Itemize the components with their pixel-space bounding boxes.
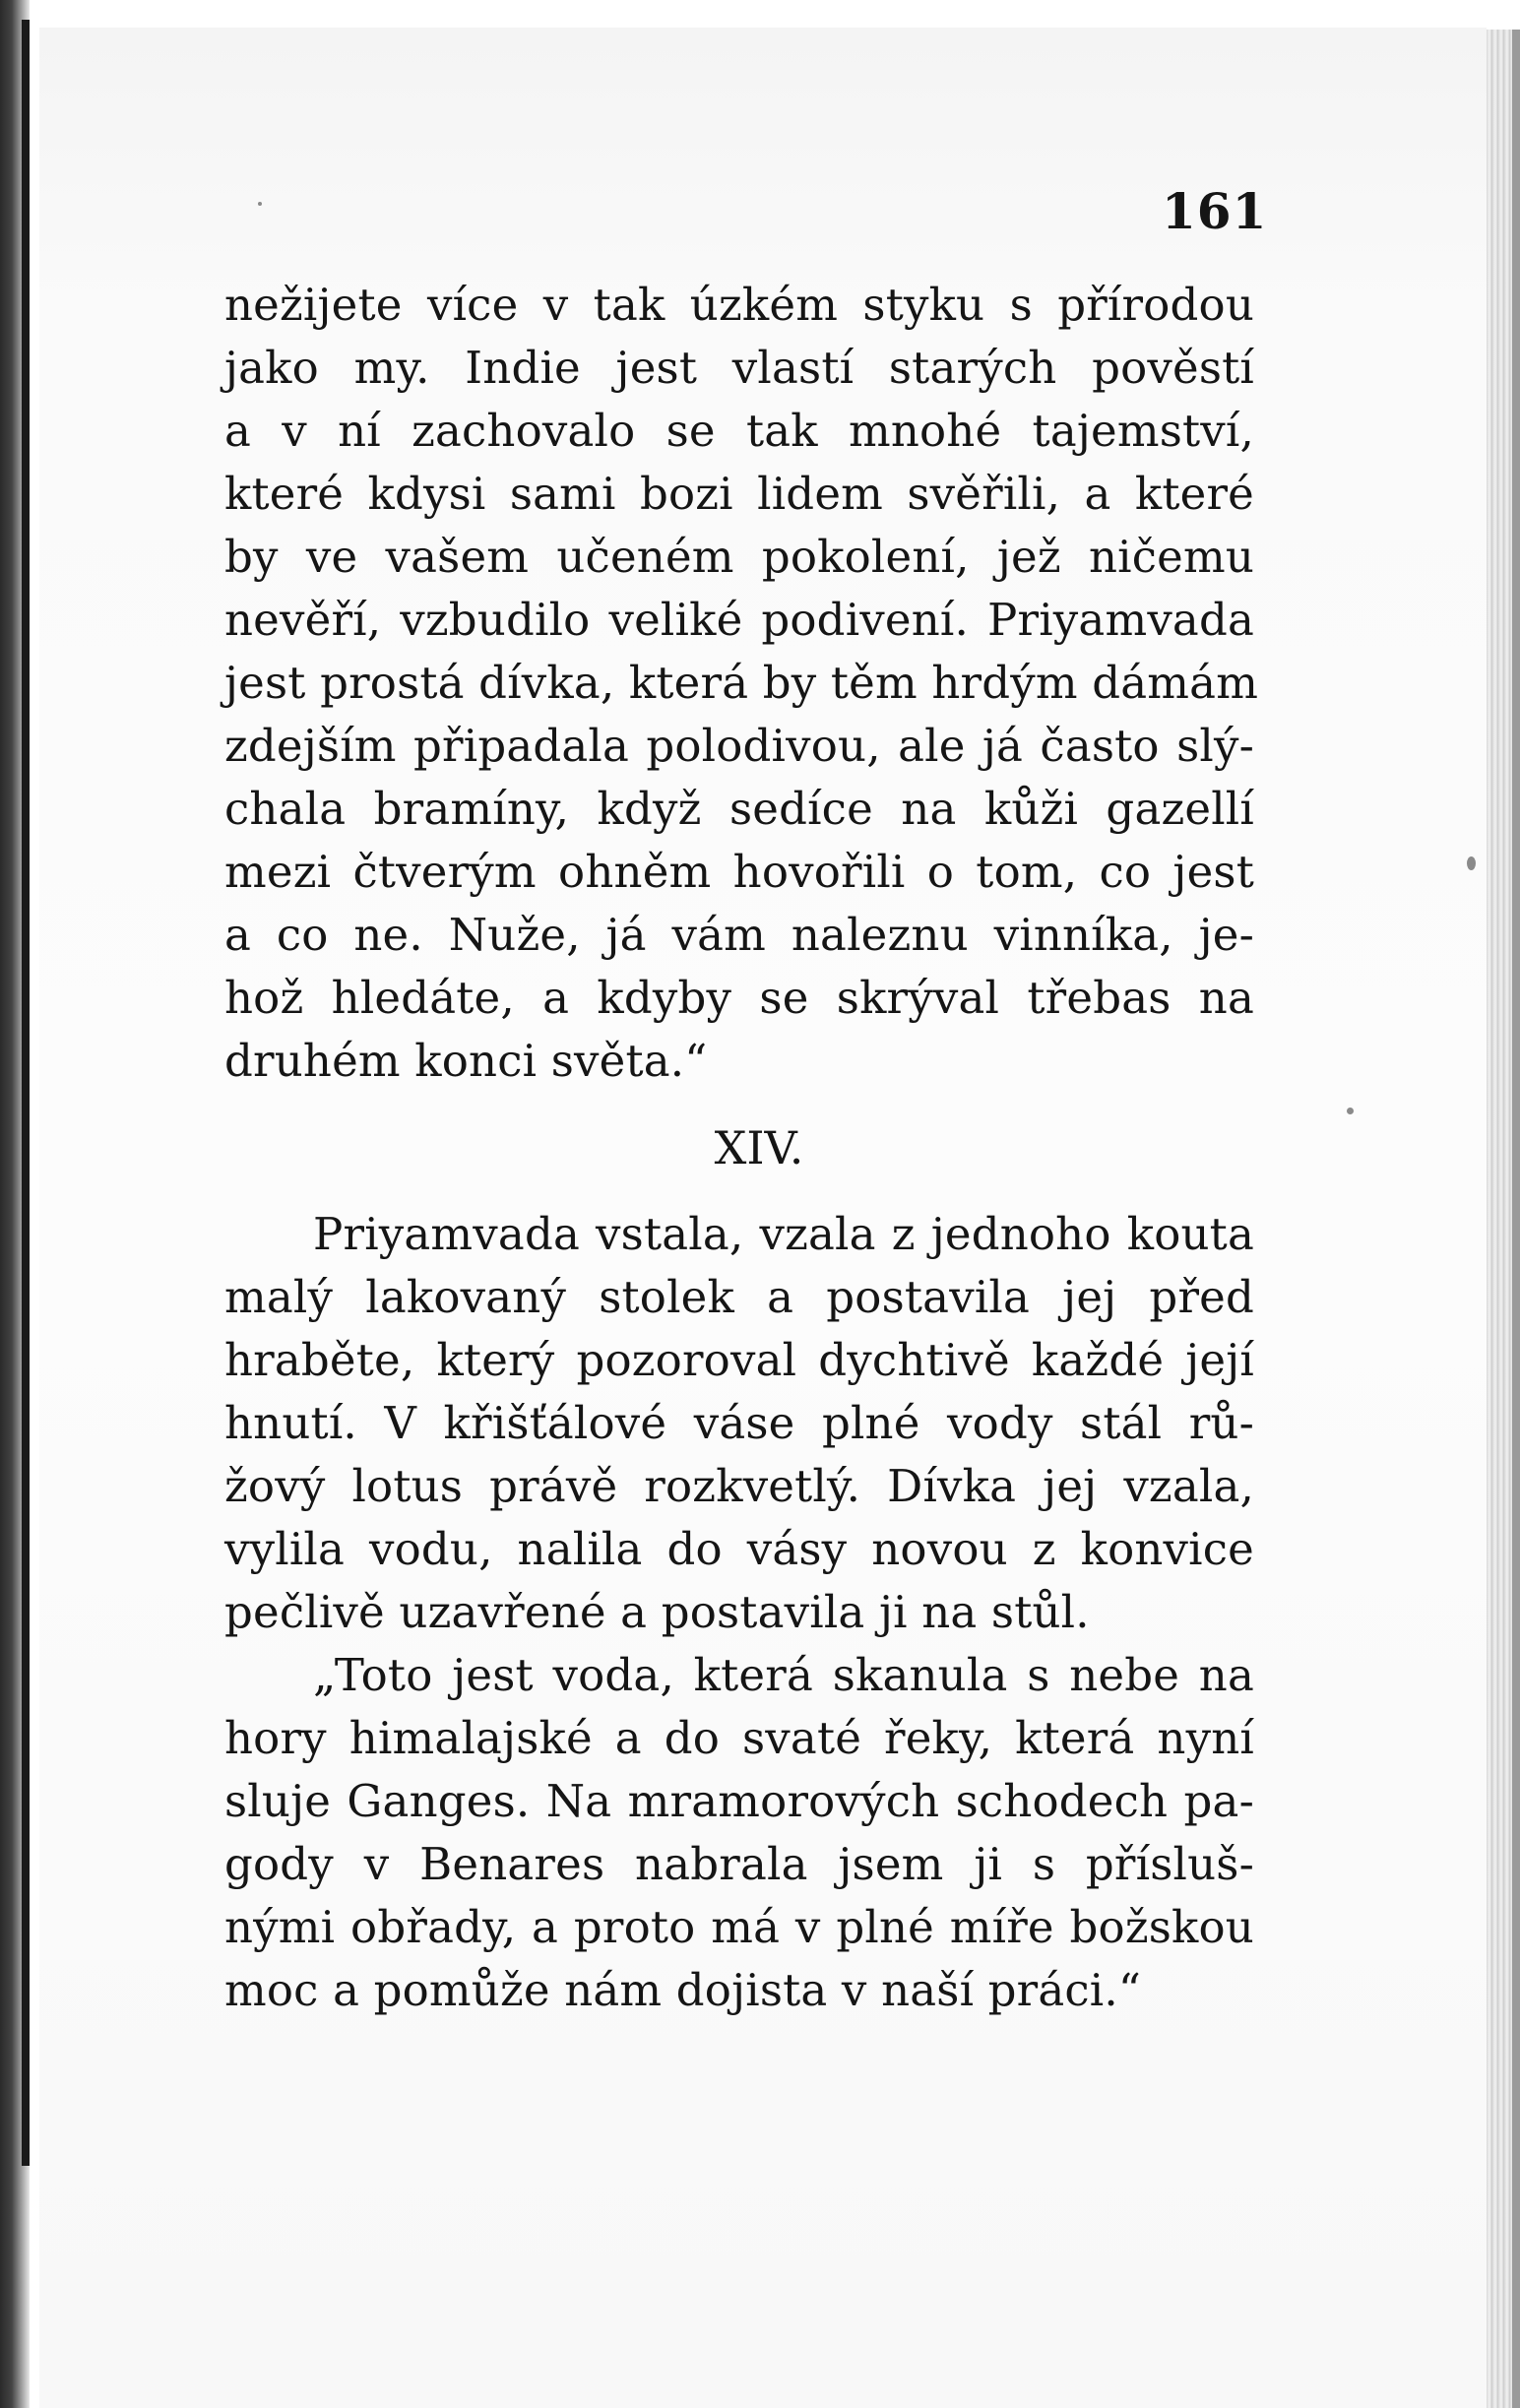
text-line: hnutí. V křišťálové váse plné vody stál rů- — [224, 1397, 1254, 1449]
text-line: hory himalajské a do svaté řeky, která nyní — [224, 1712, 1254, 1764]
paragraph-1 — [224, 274, 1259, 1093]
binding-shadow-line — [22, 20, 30, 2166]
text-line: jako my. Indie jest vlastí starých pověstí — [224, 342, 1254, 394]
text-line: chala bramíny, když sedíce na kůži gazellí — [224, 783, 1254, 835]
text-line: jest prostá dívka, která by těm hrdým dámám — [224, 657, 1259, 709]
text-line: které kdysi sami bozi lidem svěřili, a které — [224, 468, 1254, 520]
page-edge-shadow — [1512, 30, 1520, 2408]
text-line: žový lotus právě rozkvetlý. Dívka jej vzala, — [224, 1460, 1254, 1512]
text-line: hraběte, který pozoroval dychtivě každé její — [224, 1334, 1254, 1386]
paper-speck — [1347, 1108, 1354, 1114]
text-line: Priyamvada vstala, vzala z jednoho kouta — [313, 1208, 1254, 1260]
text-line: gody v Benares nabrala jsem ji s přísluš- — [224, 1838, 1254, 1890]
text-line: moc a pomůže nám dojista v naší práci.“ — [224, 1964, 1142, 2016]
paragraph-2 — [224, 1203, 1254, 1644]
text-line: by ve vašem učeném pokolení, jež ničemu — [224, 531, 1254, 583]
text-line: sluje Ganges. Na mramorových schodech pa- — [224, 1775, 1254, 1827]
text-line: nými obřady, a proto má v plné míře božskou — [224, 1901, 1254, 1953]
text-line: zdejším připadala polodivou, ale já často slý- — [224, 720, 1254, 772]
chapter-heading: XIV. — [714, 1121, 804, 1174]
body-text — [224, 274, 1259, 2022]
text-line: a co ne. Nuže, já vám naleznu vinníka, je- — [224, 909, 1254, 961]
text-line: a v ní zachovalo se tak mnohé tajemství, — [224, 405, 1254, 457]
text-line: nežijete více v tak úzkém styku s přírodou — [224, 279, 1254, 331]
text-line: pečlivě uzavřené a postavila ji na stůl. — [224, 1586, 1090, 1638]
paragraph-3 — [224, 1644, 1254, 2022]
paper-speck — [258, 202, 262, 206]
page-number: 161 — [1162, 182, 1268, 240]
text-line: hož hledáte, a kdyby se skrýval třebas na — [224, 972, 1254, 1024]
text-line: nevěří, vzbudilo veliké podivení. Priyamvada — [224, 594, 1254, 646]
text-line: „Toto jest voda, která skanula s nebe na — [313, 1649, 1254, 1701]
paper-speck — [1467, 856, 1476, 870]
text-line: mezi čtverým ohněm hovořili o tom, co jest — [224, 846, 1254, 898]
text-line: druhém konci světa.“ — [224, 1035, 708, 1087]
text-line: malý lakovaný stolek a postavila jej před — [224, 1271, 1254, 1323]
text-line: vylila vodu, nalila do vásy novou z konvice — [224, 1523, 1254, 1575]
